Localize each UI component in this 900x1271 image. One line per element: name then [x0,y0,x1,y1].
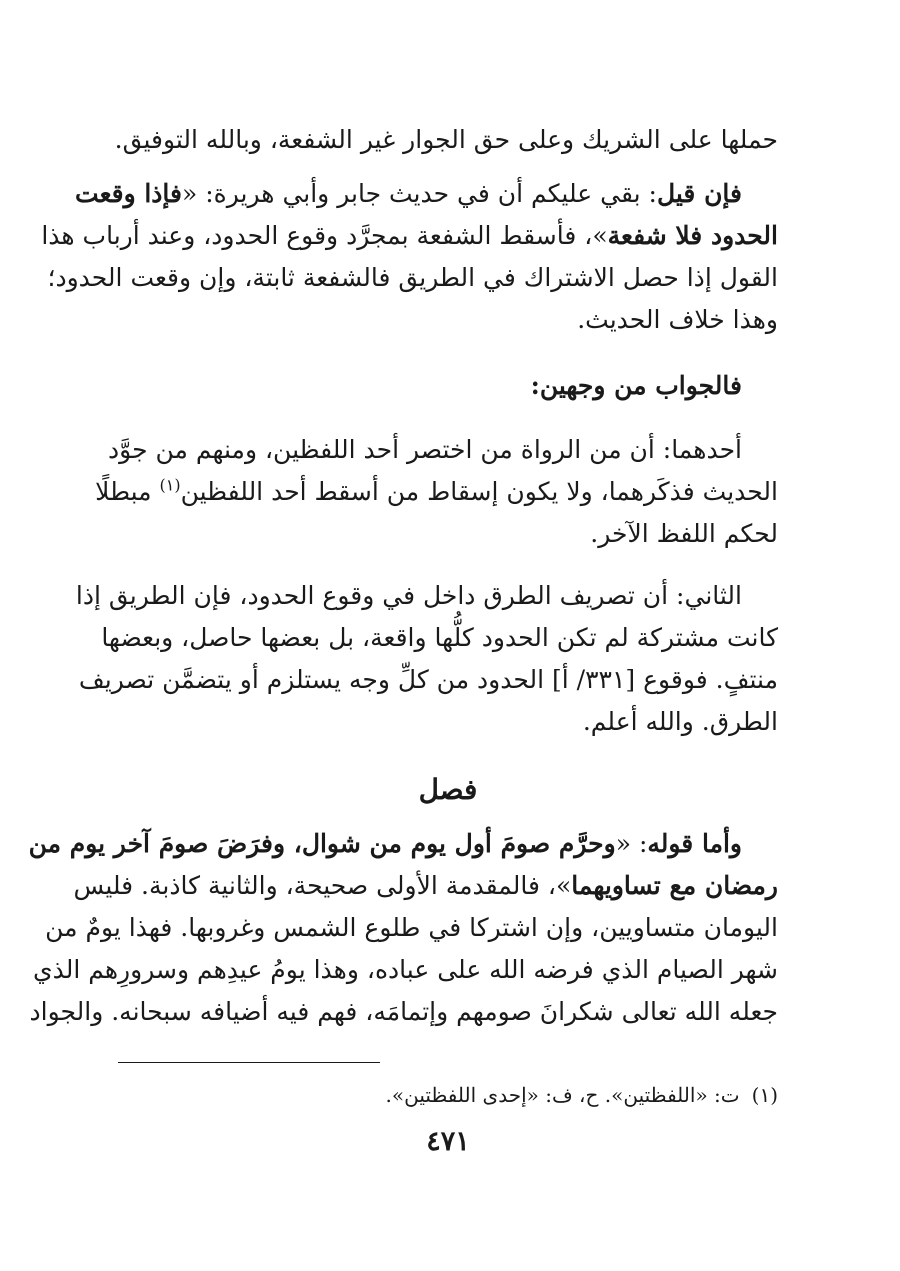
text-run: »، فالمقدمة الأولى صحيحة، والثانية كاذبة. فليس [73,871,572,900]
text-run: : « [615,829,648,858]
paragraph-2-line-1 [75,176,778,212]
paragraph-4-line-1 [75,578,778,614]
text-run: الحديث فذكَرهما، ولا يكون إسقاط من أسقط أحد اللفظين [180,477,778,506]
paragraph-4-line-4 [118,704,778,740]
text-run: مبطلًا [95,477,160,506]
paragraph-5-line-3 [45,910,778,946]
bold-run: الحدود فلا شفعة [607,221,778,250]
text-run: »، فأسقط الشفعة بمجرَّد وقوع الحدود، وعند أرباب هذا [41,221,608,250]
paragraph-5-line-2 [73,868,778,904]
text-run: شهر الصيام الذي فرضه الله على عباده، وهذا يومُ عيدِهم وسرورِهم الذي [33,955,778,984]
text-run: جعله الله تعالى شكرانَ صومهم وإتمامَه، فهم فيه أضيافه سبحانه. والجواد [29,997,778,1026]
text-run: الطرق. والله أعلم. [582,707,778,736]
text-run: كانت مشتركة لم تكن الحدود كلُّها واقعة، بل بعضها حاصل، وبعضها [101,623,778,652]
text-run: منتفٍ. فوقوع [٣٣١/ أ] الحدود من كلِّ وجه يستلزم أو يتضمَّن تصريف [78,665,778,694]
paragraph-5-line-5 [29,994,778,1030]
paragraph-5-line-1 [28,826,778,862]
text-run: لحكم اللفظ الآخر. [590,519,778,548]
text-run: أحدهما: أن من الرواة من اختصر أحد اللفظين، ومنهم من جوَّد [108,435,742,464]
paragraph-4-line-3 [78,662,778,698]
paragraph-3-line-2 [95,474,778,510]
paragraph-2-line-4 [118,302,778,338]
footnote-reference: (١) [159,475,181,495]
text-run: وهذا خلاف الحديث. [577,305,778,334]
answer-heading: فالجواب من وجهين: [530,371,742,400]
paragraph-2-line-2 [41,218,778,254]
paragraph-5-line-4 [33,952,778,988]
text-run: حملها على الشريك وعلى حق الجوار غير الشفعة، وبالله التوفيق. [114,125,778,154]
text-run: : بقي عليكم أن في حديث جابر وأبي هريرة: « [182,179,657,208]
text-run: الثاني: أن تصريف الطرق داخل في وقوع الحدود، فإن الطريق إذا [75,581,742,610]
bold-run: وحرَّم صومَ أول يوم من شوال، وفرَضَ صومَ آخر يوم من [28,829,616,858]
text-run: اليومان متساويين، وإن اشتركا في طلوع الشمس وغروبها. فهذا يومٌ من [45,913,778,942]
bold-run: وأما قوله [647,829,742,858]
paragraph-4-line-2 [101,620,778,656]
footnote-text: ت: «اللفظتين». ح، ف: «إحدى اللفظتين». [385,1083,740,1107]
book-page [28,0,778,1271]
page-number: ٤٧١ [426,1126,470,1157]
bold-run: رمضان مع تساويهما [571,871,778,900]
footnote-divider [118,1062,380,1063]
paragraph-2-line-3 [47,260,778,296]
text-run: القول إذا حصل الاشتراك في الطريق فالشفعة ثابتة، وإن وقعت الحدود؛ [47,263,778,292]
paragraph-1-line-1 [114,122,778,158]
footnote [118,1080,778,1110]
bold-run: فإذا وقعت [75,179,182,208]
section-heading: فصل [418,773,478,806]
footnote-number: (١) [751,1083,778,1107]
paragraph-3-line-1 [108,432,778,468]
paragraph-3-line-3 [118,516,778,552]
bold-run: فإن قيل [656,179,742,208]
